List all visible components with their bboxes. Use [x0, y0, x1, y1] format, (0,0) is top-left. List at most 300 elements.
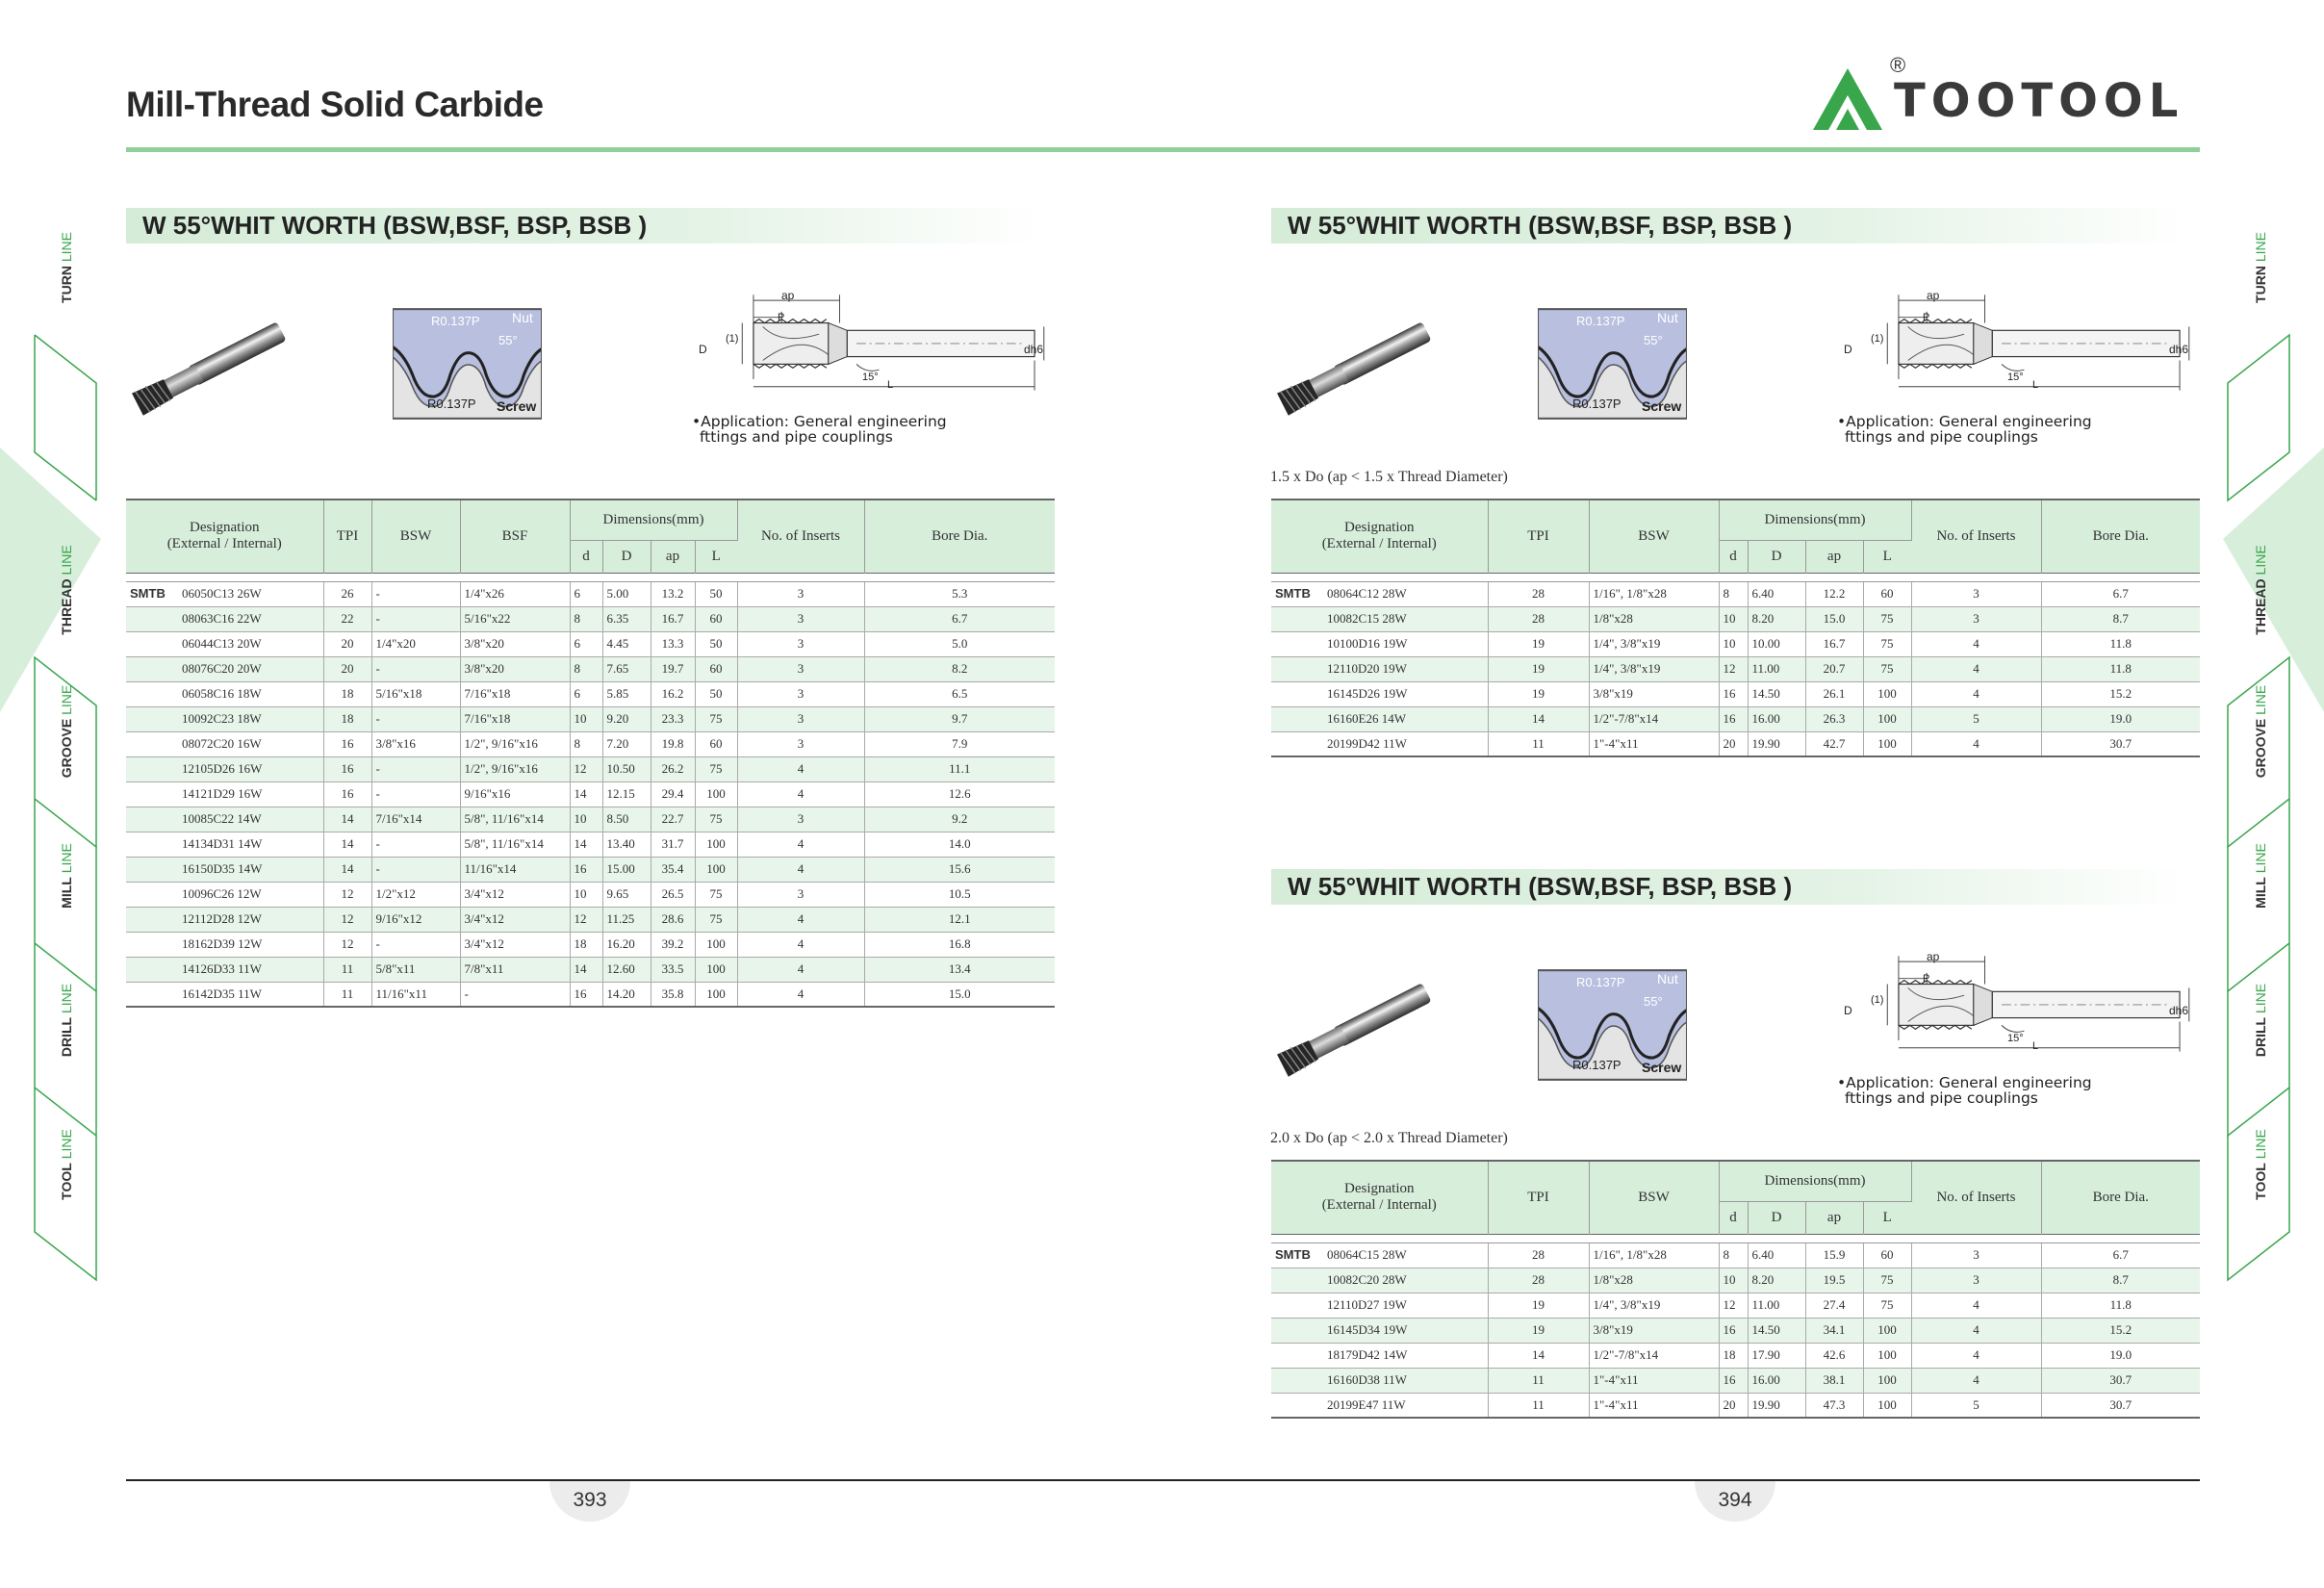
table-row — [1271, 1242, 2200, 1268]
cell-designation: 12110D20 19W — [1271, 656, 1488, 681]
cell-value: 16.00 — [1748, 706, 1805, 731]
profile-nut-label: Nut — [1657, 971, 1678, 986]
cell-value: 11 — [1488, 731, 1589, 756]
table-row — [1271, 1368, 2200, 1393]
header-bore: Bore Dia. — [864, 499, 1055, 573]
cell-value: 19.0 — [2041, 1343, 2200, 1368]
header-dimensions: Dimensions(mm) — [1719, 499, 1911, 540]
application-note — [1837, 1075, 2092, 1106]
drawing-angle-label: 15° — [2007, 1033, 2024, 1044]
brand-logo — [1809, 53, 2204, 140]
table-row — [1271, 1293, 2200, 1318]
cell-value: 3/8"x20 — [460, 656, 570, 681]
table-body-left — [126, 581, 1055, 1007]
cell-value: 7.9 — [864, 731, 1055, 756]
table-row — [126, 656, 1055, 681]
brand-wordmark: TOOTOOL — [1894, 74, 2184, 128]
cell-designation: 16145D34 19W — [1271, 1318, 1488, 1343]
cell-value: 8.2 — [864, 656, 1055, 681]
cell-value: - — [371, 606, 460, 631]
cell-value: - — [371, 581, 460, 606]
table-row — [126, 681, 1055, 706]
cell-value: 28 — [1488, 606, 1589, 631]
cell-value: 11/16"x11 — [371, 982, 460, 1007]
cell-value: 4 — [737, 907, 864, 932]
cell-value: 100 — [1863, 706, 1911, 731]
cell-designation: 10092C23 18W — [126, 706, 323, 731]
section-title-left: W 55°WHIT WORTH (BSW,BSF, BSP, BSB ) — [126, 208, 1040, 243]
profile-radius-bottom-label: R0.137P — [1572, 397, 1622, 411]
footer-divider — [126, 1479, 2200, 1481]
side-tab-thread[interactable] — [2246, 523, 2302, 657]
cell-value: 12.1 — [864, 907, 1055, 932]
cell-value: 26.1 — [1805, 681, 1863, 706]
cell-value: 30.7 — [2041, 731, 2200, 756]
cell-value: 5/16"x18 — [371, 681, 460, 706]
cell-value: 3/8"x19 — [1589, 681, 1719, 706]
cell-value: 100 — [1863, 1393, 1911, 1418]
profile-radius-bottom-label: R0.137P — [427, 397, 476, 411]
cell-value: 18 — [570, 932, 602, 957]
cell-value: 12 — [570, 756, 602, 781]
table-row — [126, 731, 1055, 756]
side-tab-tool[interactable] — [2246, 1097, 2302, 1232]
cell-designation: 18162D39 12W — [126, 932, 323, 957]
cell-value: 23.3 — [651, 706, 695, 731]
cell-value: 12 — [570, 907, 602, 932]
cell-designation: SMTB 08064C12 28W — [1271, 581, 1488, 606]
cell-value: 4 — [1911, 1343, 2041, 1368]
cell-value: 39.2 — [651, 932, 695, 957]
header-bsw: BSW — [1589, 499, 1719, 573]
table-row — [1271, 706, 2200, 731]
cell-value: 1"-4"x11 — [1589, 1368, 1719, 1393]
cell-value: 75 — [1863, 606, 1911, 631]
header-designation: Designation (External / Internal) — [1271, 1161, 1488, 1234]
profile-angle-label: 55° — [498, 333, 518, 347]
header-l: L — [1863, 540, 1911, 573]
cell-value: 7/16"x14 — [371, 807, 460, 832]
side-tab-mill[interactable] — [2246, 808, 2302, 943]
profile-radius-bottom-label: R0.137P — [1572, 1058, 1622, 1072]
cell-value: 16.00 — [1748, 1368, 1805, 1393]
cell-value: 34.1 — [1805, 1318, 1863, 1343]
cell-value: - — [460, 982, 570, 1007]
cell-designation: 14121D29 16W — [126, 781, 323, 807]
side-tab-turn[interactable] — [2246, 200, 2302, 335]
table-row — [1271, 581, 2200, 606]
tool-dimension-drawing — [1861, 285, 2217, 398]
side-tab-sublabel: LINE — [59, 232, 74, 267]
cell-value: 20 — [323, 656, 371, 681]
cell-value: 31.7 — [651, 832, 695, 857]
section-title-right-top: W 55°WHIT WORTH (BSW,BSF, BSP, BSB ) — [1271, 208, 2185, 243]
cell-value: 3 — [737, 807, 864, 832]
cell-designation: SMTB 08064C15 28W — [1271, 1242, 1488, 1268]
cell-value: 4 — [737, 932, 864, 957]
cell-value: 16.2 — [651, 681, 695, 706]
cell-value: 28 — [1488, 581, 1589, 606]
cell-value: 8.7 — [2041, 1268, 2200, 1293]
cell-value: 60 — [695, 656, 737, 681]
profile-radius-top-label: R0.137P — [1576, 975, 1625, 989]
cell-value: 14 — [570, 781, 602, 807]
cell-value: 26.5 — [651, 882, 695, 907]
cell-value: 3 — [1911, 581, 2041, 606]
application-note-line1: •Application: General engineering — [1837, 1074, 2092, 1091]
cell-value: 22 — [323, 606, 371, 631]
cell-value: 18 — [323, 706, 371, 731]
header-d-large: D — [1748, 1201, 1805, 1234]
cell-value: 1/16", 1/8"x28 — [1589, 1242, 1719, 1268]
cell-value: 4 — [1911, 1293, 2041, 1318]
drawing-d-label: D — [1844, 1004, 1852, 1017]
cell-value: 15.0 — [864, 982, 1055, 1007]
header-designation: Designation (External / Internal) — [1271, 499, 1488, 573]
cell-value: 7.65 — [602, 656, 651, 681]
cell-value: 9.65 — [602, 882, 651, 907]
tool-photo — [121, 316, 294, 422]
side-tab-sublabel: LINE — [59, 843, 74, 878]
header-ap: ap — [1805, 1201, 1863, 1234]
table-row — [1271, 731, 2200, 756]
cell-value: 5 — [1911, 1393, 2041, 1418]
cell-value: 5/16"x22 — [460, 606, 570, 631]
length-note-2-0: 2.0 x Do (ap < 2.0 x Thread Diameter) — [1270, 1130, 1508, 1146]
cell-value: 1/4", 3/8"x19 — [1589, 631, 1719, 656]
cell-value: 9/16"x16 — [460, 781, 570, 807]
application-note-line1: •Application: General engineering — [1837, 413, 2092, 430]
cell-value: 11.00 — [1748, 1293, 1805, 1318]
cell-designation: 06058C16 18W — [126, 681, 323, 706]
cell-value: 14 — [323, 857, 371, 882]
cell-value: - — [371, 706, 460, 731]
cell-value: 8.20 — [1748, 606, 1805, 631]
cell-value: 9.2 — [864, 807, 1055, 832]
cell-value: 4 — [1911, 631, 2041, 656]
side-tab-tool[interactable] — [52, 1097, 108, 1232]
cell-value: 3/8"x19 — [1589, 1318, 1719, 1343]
cell-designation: 10082C15 28W — [1271, 606, 1488, 631]
side-tab-thread[interactable] — [52, 523, 108, 657]
cell-value: 3/8"x16 — [371, 731, 460, 756]
drawing-dh6-label: dh6 — [1024, 343, 1044, 356]
cell-value: 3/4"x12 — [460, 907, 570, 932]
table-body-right-bottom — [1271, 1242, 2200, 1418]
cell-value: 7.20 — [602, 731, 651, 756]
cell-value: 20.7 — [1805, 656, 1863, 681]
cell-value: 13.4 — [864, 957, 1055, 982]
header-bsw: BSW — [1589, 1161, 1719, 1234]
length-note-1-5: 1.5 x Do (ap < 1.5 x Thread Diameter) — [1270, 469, 1508, 485]
cell-value: 3 — [737, 882, 864, 907]
cell-value: 60 — [1863, 581, 1911, 606]
cell-value: 14 — [1488, 706, 1589, 731]
cell-value: 19.8 — [651, 731, 695, 756]
cell-value: 42.6 — [1805, 1343, 1863, 1368]
cell-value: 11 — [323, 982, 371, 1007]
cell-value: 6.40 — [1748, 581, 1805, 606]
header-bore: Bore Dia. — [2041, 1161, 2200, 1234]
drawing-l-label: L — [887, 379, 894, 391]
cell-value: 3 — [737, 581, 864, 606]
cell-value: 3 — [737, 731, 864, 756]
cell-value: 14 — [570, 832, 602, 857]
cell-value: 50 — [695, 631, 737, 656]
header-bsw: BSW — [371, 499, 460, 573]
cell-value: 5.00 — [602, 581, 651, 606]
cell-value: 13.2 — [651, 581, 695, 606]
cell-value: 1"-4"x11 — [1589, 1393, 1719, 1418]
cell-value: 100 — [695, 982, 737, 1007]
cell-value: 11/16"x14 — [460, 857, 570, 882]
side-tab-drill[interactable] — [2246, 953, 2302, 1088]
header-d-small: d — [1719, 540, 1748, 573]
header-d-large: D — [1748, 540, 1805, 573]
table-row — [126, 932, 1055, 957]
drawing-l-label: L — [2032, 1040, 2039, 1052]
cell-value: 5/8", 11/16"x14 — [460, 832, 570, 857]
cell-value: 5/8", 11/16"x14 — [460, 807, 570, 832]
cell-value: 12 — [1719, 1293, 1748, 1318]
header-l: L — [695, 540, 737, 573]
drawing-ap-label: ap — [1927, 289, 1940, 302]
cell-value: 6 — [570, 631, 602, 656]
application-note — [1837, 414, 2092, 445]
cell-value: 38.1 — [1805, 1368, 1863, 1393]
tool-photo — [1266, 316, 1440, 422]
cell-value: 28.6 — [651, 907, 695, 932]
cell-value: 1/2", 9/16"x16 — [460, 731, 570, 756]
cell-value: 10 — [570, 882, 602, 907]
drawing-p-label: P — [1923, 973, 1930, 985]
table-row — [126, 606, 1055, 631]
cell-value: 1/4"x26 — [460, 581, 570, 606]
cell-value: 12 — [323, 907, 371, 932]
header-divider — [126, 147, 2200, 152]
cell-value: 60 — [1863, 1242, 1911, 1268]
cell-value: 6.7 — [864, 606, 1055, 631]
cell-value: 6.5 — [864, 681, 1055, 706]
cell-value: 16 — [570, 982, 602, 1007]
cell-value: 8 — [570, 606, 602, 631]
drawing-angle-label: 15° — [862, 371, 879, 383]
header-ap: ap — [1805, 540, 1863, 573]
cell-value: 12.60 — [602, 957, 651, 982]
header-dimensions: Dimensions(mm) — [1719, 1161, 1911, 1201]
cell-value: 6 — [570, 581, 602, 606]
cell-value: 14 — [1488, 1343, 1589, 1368]
cell-value: 4 — [1911, 731, 2041, 756]
side-tab-sublabel: LINE — [59, 545, 74, 579]
cell-value: 19.7 — [651, 656, 695, 681]
cell-value: 14.20 — [602, 982, 651, 1007]
cell-value: 13.40 — [602, 832, 651, 857]
cell-designation: 08063C16 22W — [126, 606, 323, 631]
cell-value: 75 — [1863, 631, 1911, 656]
cell-value: 18 — [323, 681, 371, 706]
header-dimensions: Dimensions(mm) — [570, 499, 737, 540]
cell-value: 14.50 — [1748, 1318, 1805, 1343]
application-note-line2: fttings and pipe couplings — [1845, 428, 2038, 446]
tootool-logo-icon — [1809, 61, 1886, 138]
header-bore: Bore Dia. — [2041, 499, 2200, 573]
application-note-line2: fttings and pipe couplings — [1845, 1089, 2038, 1107]
table-row — [126, 832, 1055, 857]
cell-value: 15.2 — [2041, 1318, 2200, 1343]
cell-value: 75 — [695, 756, 737, 781]
tool-dimension-drawing — [1861, 946, 2217, 1060]
cell-value: 1/4", 3/8"x19 — [1589, 656, 1719, 681]
cell-value: 8 — [570, 731, 602, 756]
drawing-ap-label: ap — [1927, 950, 1940, 963]
cell-value: 1"-4"x11 — [1589, 731, 1719, 756]
cell-value: 1/8"x28 — [1589, 606, 1719, 631]
cell-value: 47.3 — [1805, 1393, 1863, 1418]
side-tab-drill[interactable] — [52, 953, 108, 1088]
profile-radius-top-label: R0.137P — [1576, 314, 1625, 328]
cell-value: - — [371, 932, 460, 957]
spec-table-left — [126, 499, 1055, 1008]
cell-value: 1/2"-7/8"x14 — [1589, 706, 1719, 731]
side-tab-sublabel: LINE — [59, 983, 74, 1017]
cell-value: 8.50 — [602, 807, 651, 832]
cell-value: 11 — [1488, 1393, 1589, 1418]
cell-designation: 06044C13 20W — [126, 631, 323, 656]
header-inserts: No. of Inserts — [737, 499, 864, 573]
cell-value: 17.90 — [1748, 1343, 1805, 1368]
cell-value: 4 — [737, 756, 864, 781]
table-row — [126, 907, 1055, 932]
table-row — [126, 857, 1055, 882]
side-tab-label: TOOL — [59, 1163, 74, 1200]
profile-nut-label: Nut — [512, 310, 533, 325]
side-tab-label: TURN — [2253, 266, 2268, 303]
table-body-right-top — [1271, 581, 2200, 756]
header-inserts: No. of Inserts — [1911, 499, 2041, 573]
cell-value: 16 — [323, 756, 371, 781]
header-l: L — [1863, 1201, 1911, 1234]
profile-angle-label: 55° — [1644, 333, 1663, 347]
cell-value: 12.6 — [864, 781, 1055, 807]
cell-value: 100 — [1863, 1368, 1911, 1393]
cell-value: 4 — [737, 957, 864, 982]
cell-value: 60 — [695, 731, 737, 756]
page-title: Mill-Thread Solid Carbide — [126, 85, 544, 124]
cell-value: 16 — [323, 781, 371, 807]
profile-screw-label: Screw — [497, 398, 537, 414]
cell-value: 10.50 — [602, 756, 651, 781]
cell-value: 75 — [1863, 1293, 1911, 1318]
cell-value: 19 — [1488, 1293, 1589, 1318]
cell-value: 100 — [695, 781, 737, 807]
side-tab-label: GROOVE — [2253, 718, 2268, 779]
cell-value: 14 — [323, 807, 371, 832]
table-row — [1271, 1393, 2200, 1418]
cell-value: 100 — [1863, 681, 1911, 706]
drawing-ap-label: ap — [781, 289, 795, 302]
side-tab-turn[interactable] — [52, 200, 108, 335]
header-ap: ap — [651, 540, 695, 573]
cell-value: 19 — [1488, 1318, 1589, 1343]
cell-value: 4 — [1911, 656, 2041, 681]
cell-value: 10 — [1719, 631, 1748, 656]
drawing-d-label: D — [1844, 343, 1852, 356]
cell-value: 1/4", 3/8"x19 — [1589, 1293, 1719, 1318]
registered-mark: ® — [1890, 53, 1906, 77]
cell-value: 26 — [323, 581, 371, 606]
cell-value: 19.90 — [1748, 731, 1805, 756]
table-row — [126, 706, 1055, 731]
cell-value: 11.8 — [2041, 1293, 2200, 1318]
cell-value: 20 — [1719, 731, 1748, 756]
spec-table-right-bottom — [1271, 1160, 2200, 1419]
cell-value: 16 — [570, 857, 602, 882]
cell-value: 19.0 — [2041, 706, 2200, 731]
cell-designation: 10100D16 19W — [1271, 631, 1488, 656]
page-number-left: 393 — [549, 1481, 630, 1522]
cell-value: 19 — [1488, 681, 1589, 706]
cell-designation: 20199D42 11W — [1271, 731, 1488, 756]
side-tab-groove[interactable] — [2246, 664, 2302, 799]
cell-value: 15.6 — [864, 857, 1055, 882]
cell-value: - — [371, 857, 460, 882]
cell-value: 100 — [695, 957, 737, 982]
application-note-line1: •Application: General engineering — [692, 413, 947, 430]
cell-value: 100 — [1863, 1318, 1911, 1343]
header-tpi: TPI — [1488, 1161, 1589, 1234]
drawing-one-label: (1) — [726, 333, 739, 345]
application-note — [692, 414, 947, 445]
application-note-line2: fttings and pipe couplings — [700, 428, 893, 446]
cell-value: 12.15 — [602, 781, 651, 807]
cell-value: 4 — [737, 781, 864, 807]
cell-value: 11 — [1488, 1368, 1589, 1393]
cell-value: 100 — [1863, 731, 1911, 756]
table-row — [126, 756, 1055, 781]
cell-designation: 08072C20 16W — [126, 731, 323, 756]
cell-value: 9/16"x12 — [371, 907, 460, 932]
cell-value: 11.1 — [864, 756, 1055, 781]
table-row — [126, 882, 1055, 907]
table-row — [1271, 1343, 2200, 1368]
cell-value: 33.5 — [651, 957, 695, 982]
cell-value: 3 — [1911, 1268, 2041, 1293]
cell-value: 6 — [570, 681, 602, 706]
cell-value: 30.7 — [2041, 1368, 2200, 1393]
cell-value: 12 — [1719, 656, 1748, 681]
side-tab-mill[interactable] — [52, 808, 108, 943]
cell-value: 42.7 — [1805, 731, 1863, 756]
table-row — [1271, 1318, 2200, 1343]
side-tab-sublabel: LINE — [2253, 843, 2268, 878]
table-row — [126, 631, 1055, 656]
spec-table-right-top — [1271, 499, 2200, 757]
cell-value: 75 — [695, 882, 737, 907]
side-tab-sublabel: LINE — [59, 1129, 74, 1164]
cell-designation: 16142D35 11W — [126, 982, 323, 1007]
cell-designation: 12112D28 12W — [126, 907, 323, 932]
side-tab-groove[interactable] — [52, 664, 108, 799]
cell-value: 26.2 — [651, 756, 695, 781]
cell-value: 8 — [570, 656, 602, 681]
table-row — [126, 581, 1055, 606]
cell-value: 3/8"x20 — [460, 631, 570, 656]
section-title-right-bottom: W 55°WHIT WORTH (BSW,BSF, BSP, BSB ) — [1271, 869, 2185, 905]
table-row — [1271, 631, 2200, 656]
cell-value: 16 — [1719, 706, 1748, 731]
cell-value: 35.4 — [651, 857, 695, 882]
